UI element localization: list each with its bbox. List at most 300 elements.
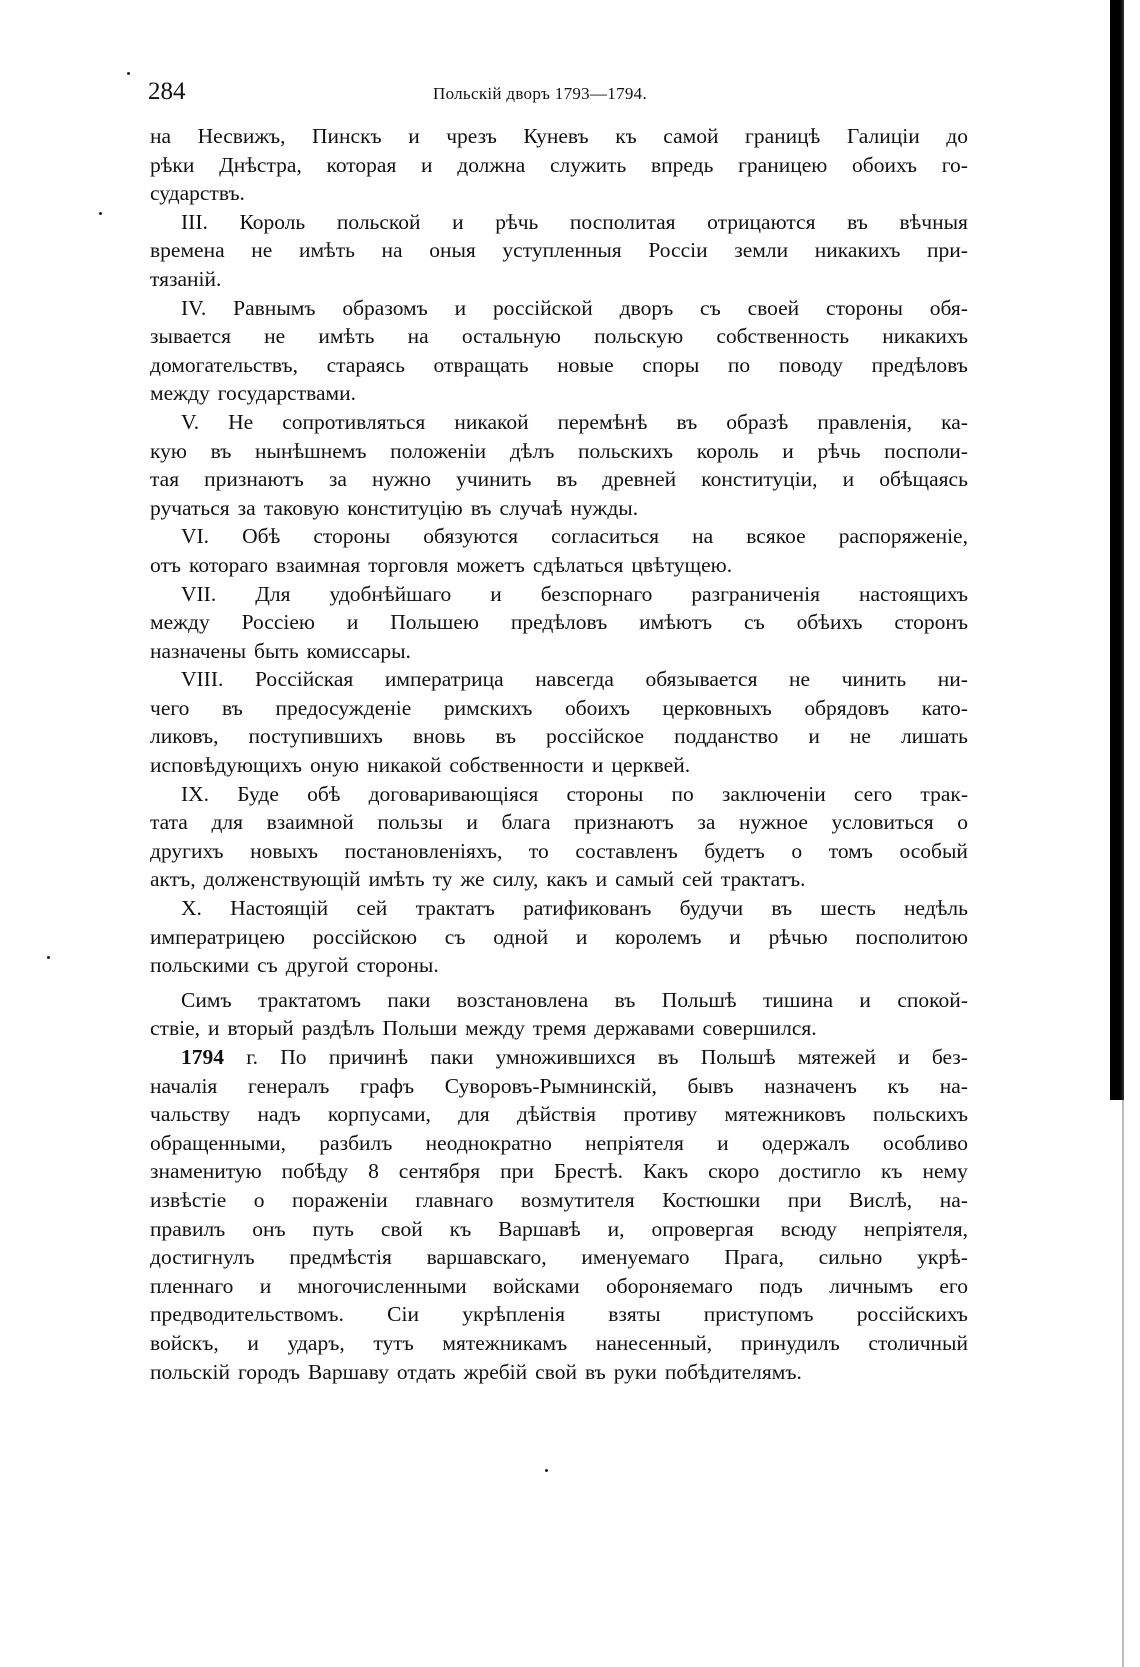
word: договаривающіяся bbox=[368, 781, 539, 806]
word: Несвижъ, bbox=[197, 124, 286, 148]
word: сильно bbox=[818, 1245, 883, 1270]
word: Польшею bbox=[390, 610, 479, 635]
word: признаютъ bbox=[574, 810, 674, 835]
word: мятежникамъ bbox=[442, 1330, 568, 1355]
paragraph-continuation bbox=[150, 122, 968, 208]
word: не bbox=[251, 238, 273, 263]
text-line bbox=[150, 1243, 968, 1272]
word: IX. bbox=[181, 781, 210, 806]
word: россійскихъ bbox=[856, 1302, 968, 1327]
word: никакихъ bbox=[814, 238, 901, 263]
word: ударъ, bbox=[287, 1330, 345, 1355]
word: польской bbox=[336, 209, 421, 234]
word: VI. bbox=[181, 524, 210, 549]
word: польскими bbox=[150, 953, 250, 978]
text-line bbox=[150, 379, 968, 408]
word: никакихъ bbox=[882, 324, 968, 349]
page-number: 284 bbox=[148, 78, 186, 105]
paragraph-article-10 bbox=[150, 894, 968, 980]
word: Симъ bbox=[181, 987, 232, 1012]
word: корпусами, bbox=[327, 1102, 431, 1127]
word: никакой bbox=[367, 753, 442, 778]
word: чинить bbox=[841, 667, 907, 692]
word: церквей. bbox=[611, 753, 691, 778]
word: таковую bbox=[263, 495, 340, 520]
word: рѣки bbox=[150, 152, 195, 177]
word: пораженіи bbox=[292, 1187, 388, 1212]
word: раздѣлъ bbox=[301, 1016, 375, 1041]
word: чего bbox=[150, 695, 190, 720]
paragraph-year-1794 bbox=[150, 1043, 968, 1386]
word: долженствующій bbox=[203, 867, 361, 892]
word: Сіи bbox=[387, 1302, 419, 1327]
word: для bbox=[211, 810, 244, 835]
page-header bbox=[148, 78, 968, 118]
word: нынѣшнемъ bbox=[255, 438, 367, 463]
word: графъ bbox=[360, 1073, 415, 1098]
word: и bbox=[595, 867, 608, 892]
word: и bbox=[575, 924, 588, 949]
word: поводу bbox=[778, 352, 843, 377]
word: Россіи bbox=[648, 238, 708, 263]
text-line bbox=[150, 865, 968, 894]
word: остальную bbox=[461, 324, 561, 349]
word: нужное bbox=[739, 810, 808, 835]
text-line bbox=[150, 151, 968, 180]
word: обя- bbox=[929, 295, 968, 320]
word: взаимная bbox=[276, 552, 361, 577]
word: вновь bbox=[412, 724, 466, 749]
word: и bbox=[466, 810, 478, 835]
word: Костюшки bbox=[662, 1187, 761, 1212]
word: вторый bbox=[227, 1016, 294, 1041]
word: государствами. bbox=[217, 381, 356, 406]
paragraph-article-5 bbox=[150, 408, 968, 522]
word: томъ bbox=[828, 838, 873, 863]
scan-edge-shadow bbox=[1110, 0, 1124, 1100]
word: въ bbox=[556, 467, 578, 492]
scan-speck bbox=[99, 212, 102, 215]
word: рѣчь bbox=[495, 209, 539, 234]
word: чрезъ bbox=[446, 124, 497, 148]
word: тязаній. bbox=[150, 266, 222, 291]
word: и bbox=[591, 753, 604, 778]
word: собственности bbox=[449, 753, 584, 778]
word: королемъ bbox=[615, 924, 702, 949]
word: непріятеля bbox=[585, 1130, 684, 1155]
word: и bbox=[729, 924, 741, 949]
word: между bbox=[150, 381, 210, 406]
word: дѣлъ bbox=[509, 438, 555, 463]
word: учинить bbox=[456, 467, 532, 492]
text-line bbox=[150, 1014, 968, 1043]
word: предѣловъ bbox=[510, 610, 608, 635]
word: обоихъ bbox=[564, 695, 630, 720]
word: съ bbox=[744, 610, 765, 635]
word: Не bbox=[228, 409, 254, 434]
word: личнымъ bbox=[829, 1273, 914, 1298]
word: комиссары. bbox=[306, 638, 411, 663]
word: генералъ bbox=[247, 1073, 330, 1098]
word: заключеніи bbox=[721, 781, 826, 806]
word: знаменитую bbox=[150, 1159, 262, 1184]
paragraph-article-4 bbox=[150, 294, 968, 408]
word: дворъ bbox=[619, 295, 674, 320]
word: обѣ bbox=[307, 781, 341, 806]
word: причинѣ bbox=[328, 1045, 409, 1069]
text-line bbox=[150, 437, 968, 466]
text-line bbox=[150, 837, 968, 866]
word: ни- bbox=[937, 667, 968, 692]
word: без- bbox=[931, 1045, 968, 1069]
word: Польшѣ bbox=[700, 1045, 776, 1069]
word: ликовъ, bbox=[150, 724, 219, 749]
text-line bbox=[150, 780, 968, 809]
word: въ bbox=[584, 1359, 606, 1384]
word: посполи- bbox=[884, 438, 968, 463]
word: надъ bbox=[257, 1102, 301, 1127]
word: имѣть bbox=[318, 324, 375, 349]
word: Обѣ bbox=[242, 524, 281, 549]
word: подъ bbox=[759, 1273, 803, 1298]
word: и bbox=[898, 1045, 910, 1069]
word: при bbox=[500, 1159, 534, 1184]
word: принудилъ bbox=[740, 1330, 840, 1355]
text-line bbox=[150, 265, 968, 294]
word: Суворовъ-Рымнинскій, bbox=[444, 1073, 657, 1098]
word: составленъ bbox=[575, 838, 678, 863]
word: удобнѣйшаго bbox=[329, 581, 452, 606]
word: польскій bbox=[150, 1359, 230, 1384]
word: 8 bbox=[368, 1159, 379, 1184]
word: за bbox=[237, 495, 256, 520]
word: настоящихъ bbox=[858, 581, 968, 606]
word: и, bbox=[607, 1216, 625, 1241]
text-line bbox=[150, 208, 968, 237]
word: на- bbox=[939, 1073, 968, 1098]
word: въ bbox=[470, 495, 492, 520]
word: и bbox=[454, 295, 467, 320]
word: времена bbox=[150, 238, 225, 263]
word: на bbox=[692, 524, 714, 549]
word: же bbox=[460, 867, 485, 892]
word: въ bbox=[657, 1045, 679, 1069]
word: въ bbox=[495, 724, 517, 749]
word: взаимной bbox=[266, 810, 354, 835]
word: россійскою bbox=[312, 924, 418, 949]
word: рѣчью bbox=[768, 924, 828, 949]
text-line bbox=[150, 808, 968, 837]
word: императрица bbox=[384, 667, 504, 692]
word: тата bbox=[150, 810, 188, 835]
word: многочисленными bbox=[297, 1273, 467, 1298]
text-line bbox=[150, 1100, 968, 1129]
word: Куневъ bbox=[523, 124, 589, 148]
word: именуемаго bbox=[581, 1245, 690, 1270]
word: обязывается bbox=[645, 667, 758, 692]
word: свой bbox=[535, 1359, 577, 1384]
word: г. bbox=[246, 1045, 259, 1069]
word: главнаго bbox=[415, 1187, 494, 1212]
word: трак- bbox=[920, 781, 968, 806]
word: свой bbox=[380, 1216, 423, 1241]
word: отдать bbox=[396, 1359, 456, 1384]
word: Польшѣ bbox=[661, 987, 737, 1012]
word: Россіею bbox=[241, 610, 315, 635]
word: Прага, bbox=[724, 1245, 784, 1270]
word: тишина bbox=[762, 987, 833, 1012]
word: недѣль bbox=[904, 896, 968, 921]
text-line bbox=[150, 351, 968, 380]
word: укрѣпленія bbox=[462, 1302, 565, 1327]
word: трактатъ bbox=[415, 896, 495, 921]
word: на bbox=[381, 238, 403, 263]
text-line bbox=[150, 294, 968, 323]
word: по bbox=[671, 781, 694, 806]
word: оныя bbox=[429, 238, 476, 263]
word: обѣщаясь bbox=[879, 467, 968, 492]
word: то bbox=[528, 838, 549, 863]
word: трактатъ. bbox=[720, 867, 806, 892]
word: особый bbox=[899, 838, 968, 863]
word: и bbox=[452, 209, 464, 234]
word: III. bbox=[181, 209, 208, 234]
text-line bbox=[150, 694, 968, 723]
word: обороняемаго bbox=[605, 1273, 733, 1298]
word: противу bbox=[623, 1102, 698, 1127]
word: условиться bbox=[831, 810, 934, 835]
word: будетъ bbox=[704, 838, 765, 863]
bold-year: 1794 bbox=[181, 1045, 224, 1069]
running-title: Польскій дворъ 1793—1794. bbox=[433, 84, 648, 103]
word: предмѣстія bbox=[289, 1245, 392, 1270]
text-line bbox=[150, 551, 968, 580]
word: обѣихъ bbox=[796, 610, 863, 635]
word: должна bbox=[457, 152, 526, 177]
word: Король bbox=[239, 209, 306, 234]
word: опровергая bbox=[651, 1216, 754, 1241]
word: къ bbox=[887, 1073, 910, 1098]
word: споры bbox=[642, 352, 700, 377]
word: сопротивляться bbox=[282, 409, 426, 434]
word: укрѣ- bbox=[917, 1245, 968, 1270]
word: го- bbox=[941, 152, 968, 177]
word: и bbox=[207, 1016, 220, 1041]
word: о bbox=[253, 1187, 265, 1212]
word: въ bbox=[771, 896, 793, 921]
word: и bbox=[247, 1330, 259, 1355]
word: городъ bbox=[237, 1359, 300, 1384]
word: его bbox=[939, 1273, 968, 1298]
word: древней bbox=[602, 467, 677, 492]
word: служить bbox=[549, 152, 627, 177]
word: руки bbox=[613, 1359, 657, 1384]
word: извѣстіе bbox=[150, 1187, 227, 1212]
word: польскую bbox=[594, 324, 684, 349]
word: стараясь bbox=[326, 352, 405, 377]
word: на- bbox=[939, 1187, 968, 1212]
word: будучи bbox=[679, 896, 744, 921]
word: торговля bbox=[368, 552, 449, 577]
word: отрицаются bbox=[707, 209, 816, 234]
word: имѣть bbox=[298, 238, 355, 263]
word: назначены bbox=[150, 638, 247, 663]
word: онъ bbox=[252, 1216, 286, 1241]
word: о bbox=[957, 810, 968, 835]
word: Варшавѣ bbox=[498, 1216, 581, 1241]
word: цвѣтущею. bbox=[631, 552, 733, 577]
word: по bbox=[727, 352, 751, 377]
word: пользы bbox=[377, 810, 443, 835]
word: никакой bbox=[454, 409, 529, 434]
word: сего bbox=[853, 781, 893, 806]
paragraph-article-7 bbox=[150, 580, 968, 666]
word: блага bbox=[501, 810, 551, 835]
word: Брестѣ. bbox=[553, 1159, 624, 1184]
word: земли bbox=[734, 238, 789, 263]
word: вѣчныя bbox=[899, 209, 968, 234]
word: паки bbox=[430, 1045, 474, 1069]
word: и bbox=[859, 987, 871, 1012]
word: мятежей bbox=[797, 1045, 876, 1069]
word: въ bbox=[210, 438, 232, 463]
word: церковныхъ bbox=[662, 695, 772, 720]
word: дѣйствія bbox=[517, 1102, 597, 1127]
word: Настоящій bbox=[230, 896, 329, 921]
word: имѣютъ bbox=[639, 610, 713, 635]
word: границею bbox=[738, 152, 828, 177]
word: стороны bbox=[826, 295, 903, 320]
word: и bbox=[717, 1130, 729, 1155]
word: неоднократно bbox=[425, 1130, 552, 1155]
word: обязуются bbox=[423, 524, 518, 549]
word: и bbox=[346, 610, 359, 635]
word: X. bbox=[181, 896, 202, 921]
word: VII. bbox=[181, 581, 217, 606]
word: тая bbox=[150, 467, 180, 492]
word: разграниченія bbox=[691, 581, 820, 606]
word: совершился. bbox=[702, 1016, 817, 1041]
word: другихъ bbox=[150, 838, 224, 863]
word: посполитою bbox=[855, 924, 968, 949]
word: россійское bbox=[546, 724, 645, 749]
text-line bbox=[150, 1157, 968, 1186]
word: обращенными, bbox=[150, 1130, 287, 1155]
word: король bbox=[696, 438, 759, 463]
paragraph-summary bbox=[150, 986, 968, 1043]
paragraph-article-3 bbox=[150, 208, 968, 294]
text-line bbox=[150, 1329, 968, 1358]
word: одержалъ bbox=[761, 1130, 850, 1155]
word: сей bbox=[356, 896, 388, 921]
word: трактатомъ bbox=[258, 987, 361, 1012]
text-line bbox=[150, 986, 968, 1015]
word: можетъ bbox=[456, 552, 525, 577]
word: согласиться bbox=[551, 524, 660, 549]
text-line bbox=[150, 1272, 968, 1301]
word: Днѣстра, bbox=[219, 152, 302, 177]
paragraph-article-9 bbox=[150, 780, 968, 894]
word: къ bbox=[880, 1159, 903, 1184]
word: побѣдителямъ. bbox=[664, 1359, 802, 1384]
word: признаютъ bbox=[204, 467, 304, 492]
word: зывается bbox=[150, 324, 231, 349]
word: впредь bbox=[650, 152, 714, 177]
text-line bbox=[150, 665, 968, 694]
word: образомъ bbox=[342, 295, 428, 320]
word: съ bbox=[444, 924, 466, 949]
word: предѣловъ bbox=[871, 352, 968, 377]
word: и bbox=[782, 438, 794, 463]
word: и bbox=[842, 467, 855, 492]
word: пленнаго bbox=[150, 1273, 234, 1298]
word: имѣть bbox=[368, 867, 425, 892]
word: назначенъ bbox=[764, 1073, 857, 1098]
word: ратификованъ bbox=[523, 896, 652, 921]
text-line bbox=[150, 179, 968, 208]
word: скоро bbox=[708, 1159, 760, 1184]
paragraph-article-6 bbox=[150, 522, 968, 579]
scan-speck bbox=[545, 1469, 548, 1472]
text-line bbox=[150, 894, 968, 923]
word: перемѣнѣ bbox=[557, 409, 648, 434]
word: домогательствъ, bbox=[150, 352, 298, 377]
word: римскихъ bbox=[443, 695, 533, 720]
word: сентября bbox=[398, 1159, 481, 1184]
word: новыхъ bbox=[250, 838, 319, 863]
word: отвращать bbox=[433, 352, 529, 377]
word: какъ bbox=[546, 867, 588, 892]
word: распоряженіе, bbox=[838, 524, 968, 549]
word: за bbox=[697, 810, 716, 835]
word: актъ, bbox=[150, 867, 196, 892]
word: обрядовъ bbox=[804, 695, 890, 720]
word: предводительствомъ. bbox=[150, 1302, 344, 1327]
word: шесть bbox=[820, 896, 876, 921]
word: образѣ bbox=[726, 409, 789, 434]
text-line bbox=[150, 1300, 968, 1329]
word: лишать bbox=[900, 724, 968, 749]
word: границѣ bbox=[745, 124, 821, 148]
word: къ bbox=[449, 1216, 472, 1241]
word: польскихъ bbox=[872, 1102, 968, 1127]
word: оную bbox=[310, 753, 360, 778]
word: V. bbox=[181, 409, 200, 434]
text-line bbox=[150, 1215, 968, 1244]
word: и bbox=[808, 724, 820, 749]
word: другой bbox=[285, 953, 349, 978]
text-line bbox=[150, 1072, 968, 1101]
word: мятежниковъ bbox=[724, 1102, 846, 1127]
word: и bbox=[408, 124, 420, 148]
word: императрицею bbox=[150, 924, 285, 949]
word: По bbox=[280, 1045, 307, 1069]
text-line bbox=[150, 580, 968, 609]
word: постановленіяхъ, bbox=[344, 838, 503, 863]
word: въ bbox=[614, 987, 636, 1012]
word: Галиціи bbox=[846, 124, 920, 148]
text-line bbox=[150, 608, 968, 637]
word: предосужденіе bbox=[275, 695, 412, 720]
word: конституціи, bbox=[701, 467, 818, 492]
word: отъ bbox=[150, 552, 181, 577]
text-line bbox=[150, 1043, 968, 1072]
word: обоихъ bbox=[852, 152, 918, 177]
word: достигло bbox=[779, 1159, 862, 1184]
text-line bbox=[150, 522, 968, 551]
word: подданство bbox=[674, 724, 779, 749]
word: стороны bbox=[566, 781, 644, 806]
